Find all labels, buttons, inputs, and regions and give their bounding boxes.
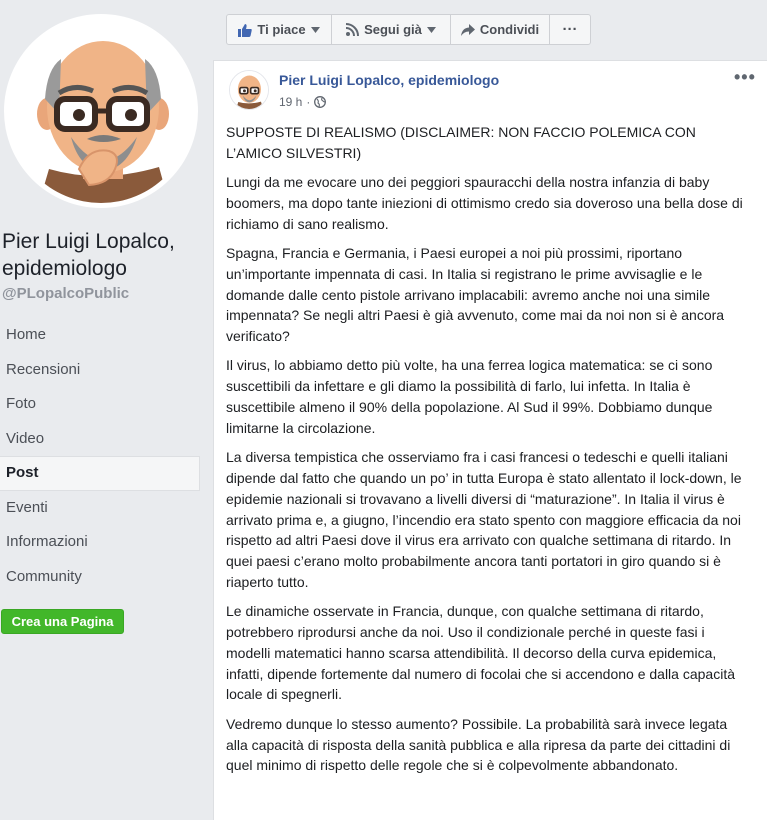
follow-button[interactable] — [332, 15, 451, 44]
post-text — [226, 122, 752, 785]
follow-label: Segui già — [364, 22, 422, 37]
nav-item-eventi[interactable]: Eventi — [6, 498, 48, 516]
page-navigation — [0, 318, 200, 594]
nav-item-foto[interactable]: Foto — [6, 395, 37, 412]
page-action-bar — [226, 14, 591, 45]
post-timestamp[interactable]: 19 h — [279, 95, 303, 109]
post-paragraph: SUPPOSTE DI REALISMO (DISCLAIMER: NON FACCIO POLEMICA CON L’AMICO SILVESTRI) — [226, 124, 696, 161]
page-title: Pier Luigi Lopalco, epidemiologo — [2, 230, 175, 280]
meta-separator: · — [306, 95, 311, 109]
post-author-link[interactable]: Pier Luigi Lopalco, epidemiologo — [279, 72, 500, 88]
globe-icon — [314, 96, 326, 108]
share-arrow-icon — [461, 24, 475, 36]
like-label: Ti piace — [257, 22, 306, 37]
nav-item-recensioni[interactable]: Recensioni — [6, 360, 81, 378]
nav-item-informazioni[interactable]: Informazioni — [6, 533, 88, 550]
page-handle[interactable]: @PLopalcoPublic — [2, 285, 130, 302]
cartoon-avatar-icon — [9, 19, 193, 203]
create-page-button[interactable]: Crea una Pagina — [1, 609, 124, 634]
post-paragraph: Spagna, Francia e Germania, i Paesi europei a noi più prossimi, riportano un’importante impennata di casi. In Italia si registrano le prime avvisaglie e le domande dalle cento pistole arrivano implacabili: avremo anche noi una simile impennata? Se negli altri Paesi è già avvenuto, come mai da noi non si è ancora verificato? — [226, 244, 725, 345]
post-paragraph: Le dinamiche osservate in Francia, dunque, con qualche settimana di ritardo, potrebbero riprodursi anche da noi. Uso il condizionale perché in queste fasi i modelli matematici hanno scarsa attendibilità. Il decorso della curva epidemica, infatti, dipende fortemente dal numero di focolai che si accendono e dalla capacità locale di spegnerli. — [226, 603, 735, 703]
post-card — [213, 60, 767, 820]
post-paragraph: Lungi da me evocare uno dei peggiori spauracchi della nostra infanzia di baby boomers, ma dopo tante iniezioni di ottimismo credo sia doveroso una bella dose di richiamo di sano realismo. — [226, 174, 743, 232]
post-options-button[interactable]: ••• — [734, 67, 756, 87]
post-paragraph: Vedremo dunque lo stesso aumento? Possibile. La probabilità sarà invece legata alla capacità di risposta della sanità pubblica e alla ripresa da parte dei cittadini di quel minimo di rispetto delle regole che si è colpevolmente abbandonato. — [226, 715, 731, 774]
rss-feed-icon — [346, 23, 359, 36]
cartoon-avatar-icon — [230, 71, 268, 109]
chevron-down-icon — [311, 27, 320, 33]
more-actions-icon: ··· — [562, 21, 578, 38]
share-label: Condividi — [479, 22, 540, 37]
nav-item-community[interactable]: Community — [6, 567, 82, 585]
page-sidebar — [0, 0, 212, 798]
share-button[interactable] — [451, 15, 550, 44]
nav-item-home[interactable]: Home — [6, 326, 47, 343]
thumbs-up-icon — [238, 23, 252, 37]
more-actions-button[interactable] — [550, 15, 590, 44]
nav-item-post[interactable]: Post — [0, 456, 200, 491]
post-paragraph: La diversa tempistica che osserviamo fra i casi francesi o tedeschi e quelli italiani dipende dal fatto che quando un po’ in tutta Europa è stato allentato il lock-down, le epidemie nazionali si trovavano a livelli diversi di “maturazione”. In Italia il virus è arrivato prima e, a giugno, l’incendio era stato spento con maggiore efficacia da noi rispetto ad altri Paesi dove il virus era arrivato con qualche settimana di ritardo. In quei paesi c’erano molto probabilmente ancora tanti portatori in giro quando si è riaperto tutto. — [226, 449, 742, 590]
nav-item-video[interactable]: Video — [6, 429, 45, 447]
post-paragraph: Il virus, lo abbiamo detto più volte, ha una ferrea logica matematica: se ci sono suscettibili da infettare e gli diamo la possibilità di farlo, lui infetta. In Italia è suscettibile almeno il 90% della popolazione. Al Sud il 99%. Dobbiamo dunque limitarne la circolazione. — [226, 357, 713, 436]
post-meta — [279, 95, 326, 109]
chevron-down-icon — [427, 27, 436, 33]
like-button[interactable] — [227, 15, 332, 44]
post-author-avatar[interactable] — [229, 70, 269, 110]
profile-picture[interactable] — [4, 14, 198, 208]
